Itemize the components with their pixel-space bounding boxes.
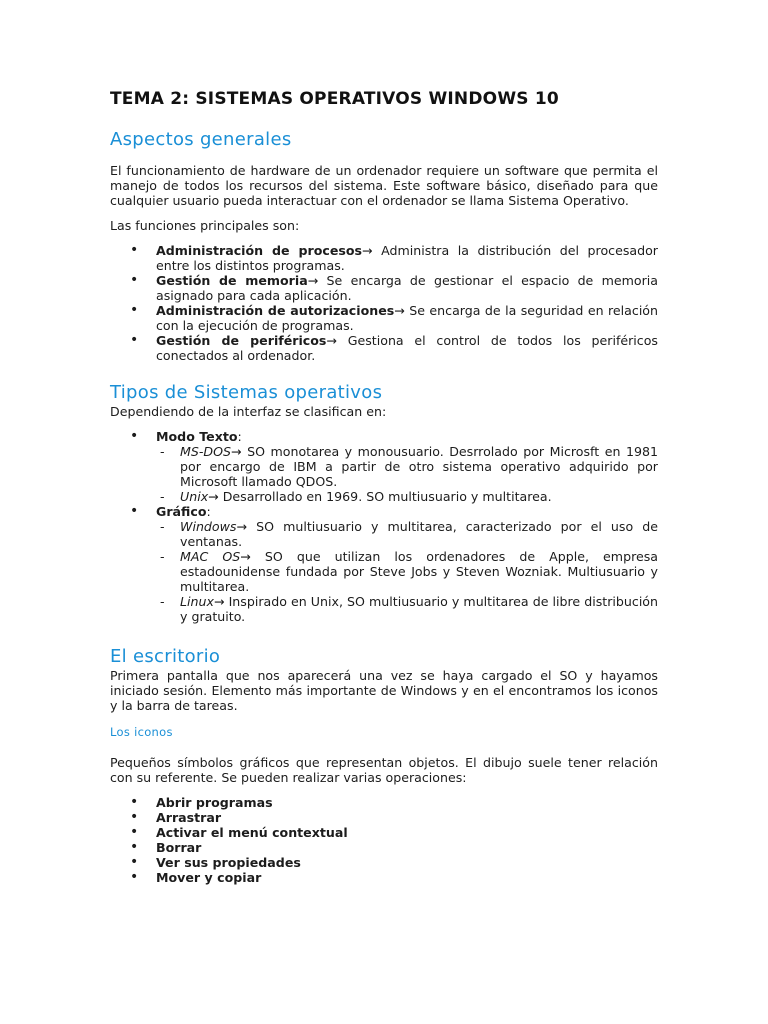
item-description: → Administra la distribución del procesador entre los distintos programas. (156, 243, 658, 273)
sub-item-name: MAC OS (180, 549, 241, 564)
sub-item-name: MS-DOS (180, 444, 232, 459)
item-description: → Se encarga de gestionar el espacio de memoria asignado para cada aplicación. (156, 273, 658, 303)
list-item (110, 825, 658, 840)
list-item-grafico (110, 504, 658, 519)
sub-item-name: Windows (180, 519, 237, 534)
item-term: Gestión de memoria (156, 273, 308, 288)
icon-operations-list (110, 795, 658, 885)
sub-item-linux (110, 594, 658, 624)
heading-los-iconos: Los iconos (110, 725, 173, 739)
list-item (110, 273, 658, 303)
item-description: → Se encarga de la seguridad en relación con la ejecución de programas. (156, 303, 658, 333)
sub-item-description: → Desarrollado en 1969. SO multiusuario y multitarea. (208, 489, 552, 504)
list-item (110, 333, 658, 363)
item-term: Administración de autorizaciones (156, 303, 395, 318)
sub-item-name: Linux (180, 594, 214, 609)
document-content (110, 88, 658, 885)
sub-item-unix (110, 489, 658, 504)
paragraph-iconos: Pequeños símbolos gráficos que representan objetos. El dibujo suele tener relación con su referente. Se pueden realizar varias operaciones: (110, 755, 658, 785)
item-description: → Gestiona el control de todos los periféricos conectados al ordenador. (156, 333, 658, 363)
heading-tipos-sistemas: Tipos de Sistemas operativos (110, 382, 383, 403)
item-term: Gestión de periféricos (156, 333, 327, 348)
functions-list (110, 243, 658, 363)
sub-item-description: → Inspirado en Unix, SO multiusuario y multitarea de libre distribución y gratuito. (180, 594, 658, 624)
sub-item-mac-os (110, 549, 658, 594)
list-item (110, 870, 658, 885)
item-term: Arrastrar (156, 810, 222, 825)
list-item (110, 855, 658, 870)
item-term: Abrir programas (156, 795, 273, 810)
list-item (110, 795, 658, 810)
item-term: Ver sus propiedades (156, 855, 301, 870)
list-item (110, 810, 658, 825)
sub-item-windows (110, 519, 658, 549)
item-term: Modo Texto (156, 429, 238, 444)
item-term: Activar el menú contextual (156, 825, 348, 840)
heading-el-escritorio: El escritorio (110, 646, 221, 667)
paragraph-funcionamiento: El funcionamiento de hardware de un ordenador requiere un software que permita el manejo de todos los recursos del sistema. Este software básico, diseñado para que cualquier usuario pueda interactuar con el ordenador se llama Sistema Operativo. (110, 163, 658, 208)
item-term: Gráfico (156, 504, 207, 519)
list-item-modo-texto (110, 429, 658, 444)
item-term: Administración de procesos (156, 243, 363, 258)
list-item (110, 840, 658, 855)
sub-item-ms-dos (110, 444, 658, 489)
sub-item-description: → SO monotarea y monousuario. Desrrolado por Microsft en 1981 por encargo de IBM a partir de otro sistema operativo adquirido por Microsoft llamado QDOS. (180, 444, 658, 489)
heading-aspectos-generales: Aspectos generales (110, 129, 292, 150)
document-title: TEMA 2: SISTEMAS OPERATIVOS WINDOWS 10 (110, 89, 559, 109)
list-item (110, 243, 658, 273)
item-term: Mover y copiar (156, 870, 262, 885)
colon: : (237, 429, 242, 444)
sub-item-name: Unix (180, 489, 209, 504)
paragraph-interfaz: Dependiendo de la interfaz se clasifican en: (110, 404, 387, 419)
sub-item-description: → SO multiusuario y multitarea, caracterizado por el uso de ventanas. (180, 519, 658, 549)
list-item (110, 303, 658, 333)
item-term: Borrar (156, 840, 202, 855)
sub-item-description: → SO que utilizan los ordenadores de Apple, empresa estadounidense fundada por Steve Jobs y Steven Wozniak. Multiusuario y multitarea. (180, 549, 658, 594)
os-types-list (110, 429, 658, 624)
colon: : (206, 504, 211, 519)
paragraph-funciones: Las funciones principales son: (110, 218, 300, 233)
paragraph-escritorio: Primera pantalla que nos aparecerá una vez se haya cargado el SO y hayamos iniciado sesión. Elemento más importante de Windows y en el encontramos los iconos y la barra de tareas. (110, 668, 658, 713)
